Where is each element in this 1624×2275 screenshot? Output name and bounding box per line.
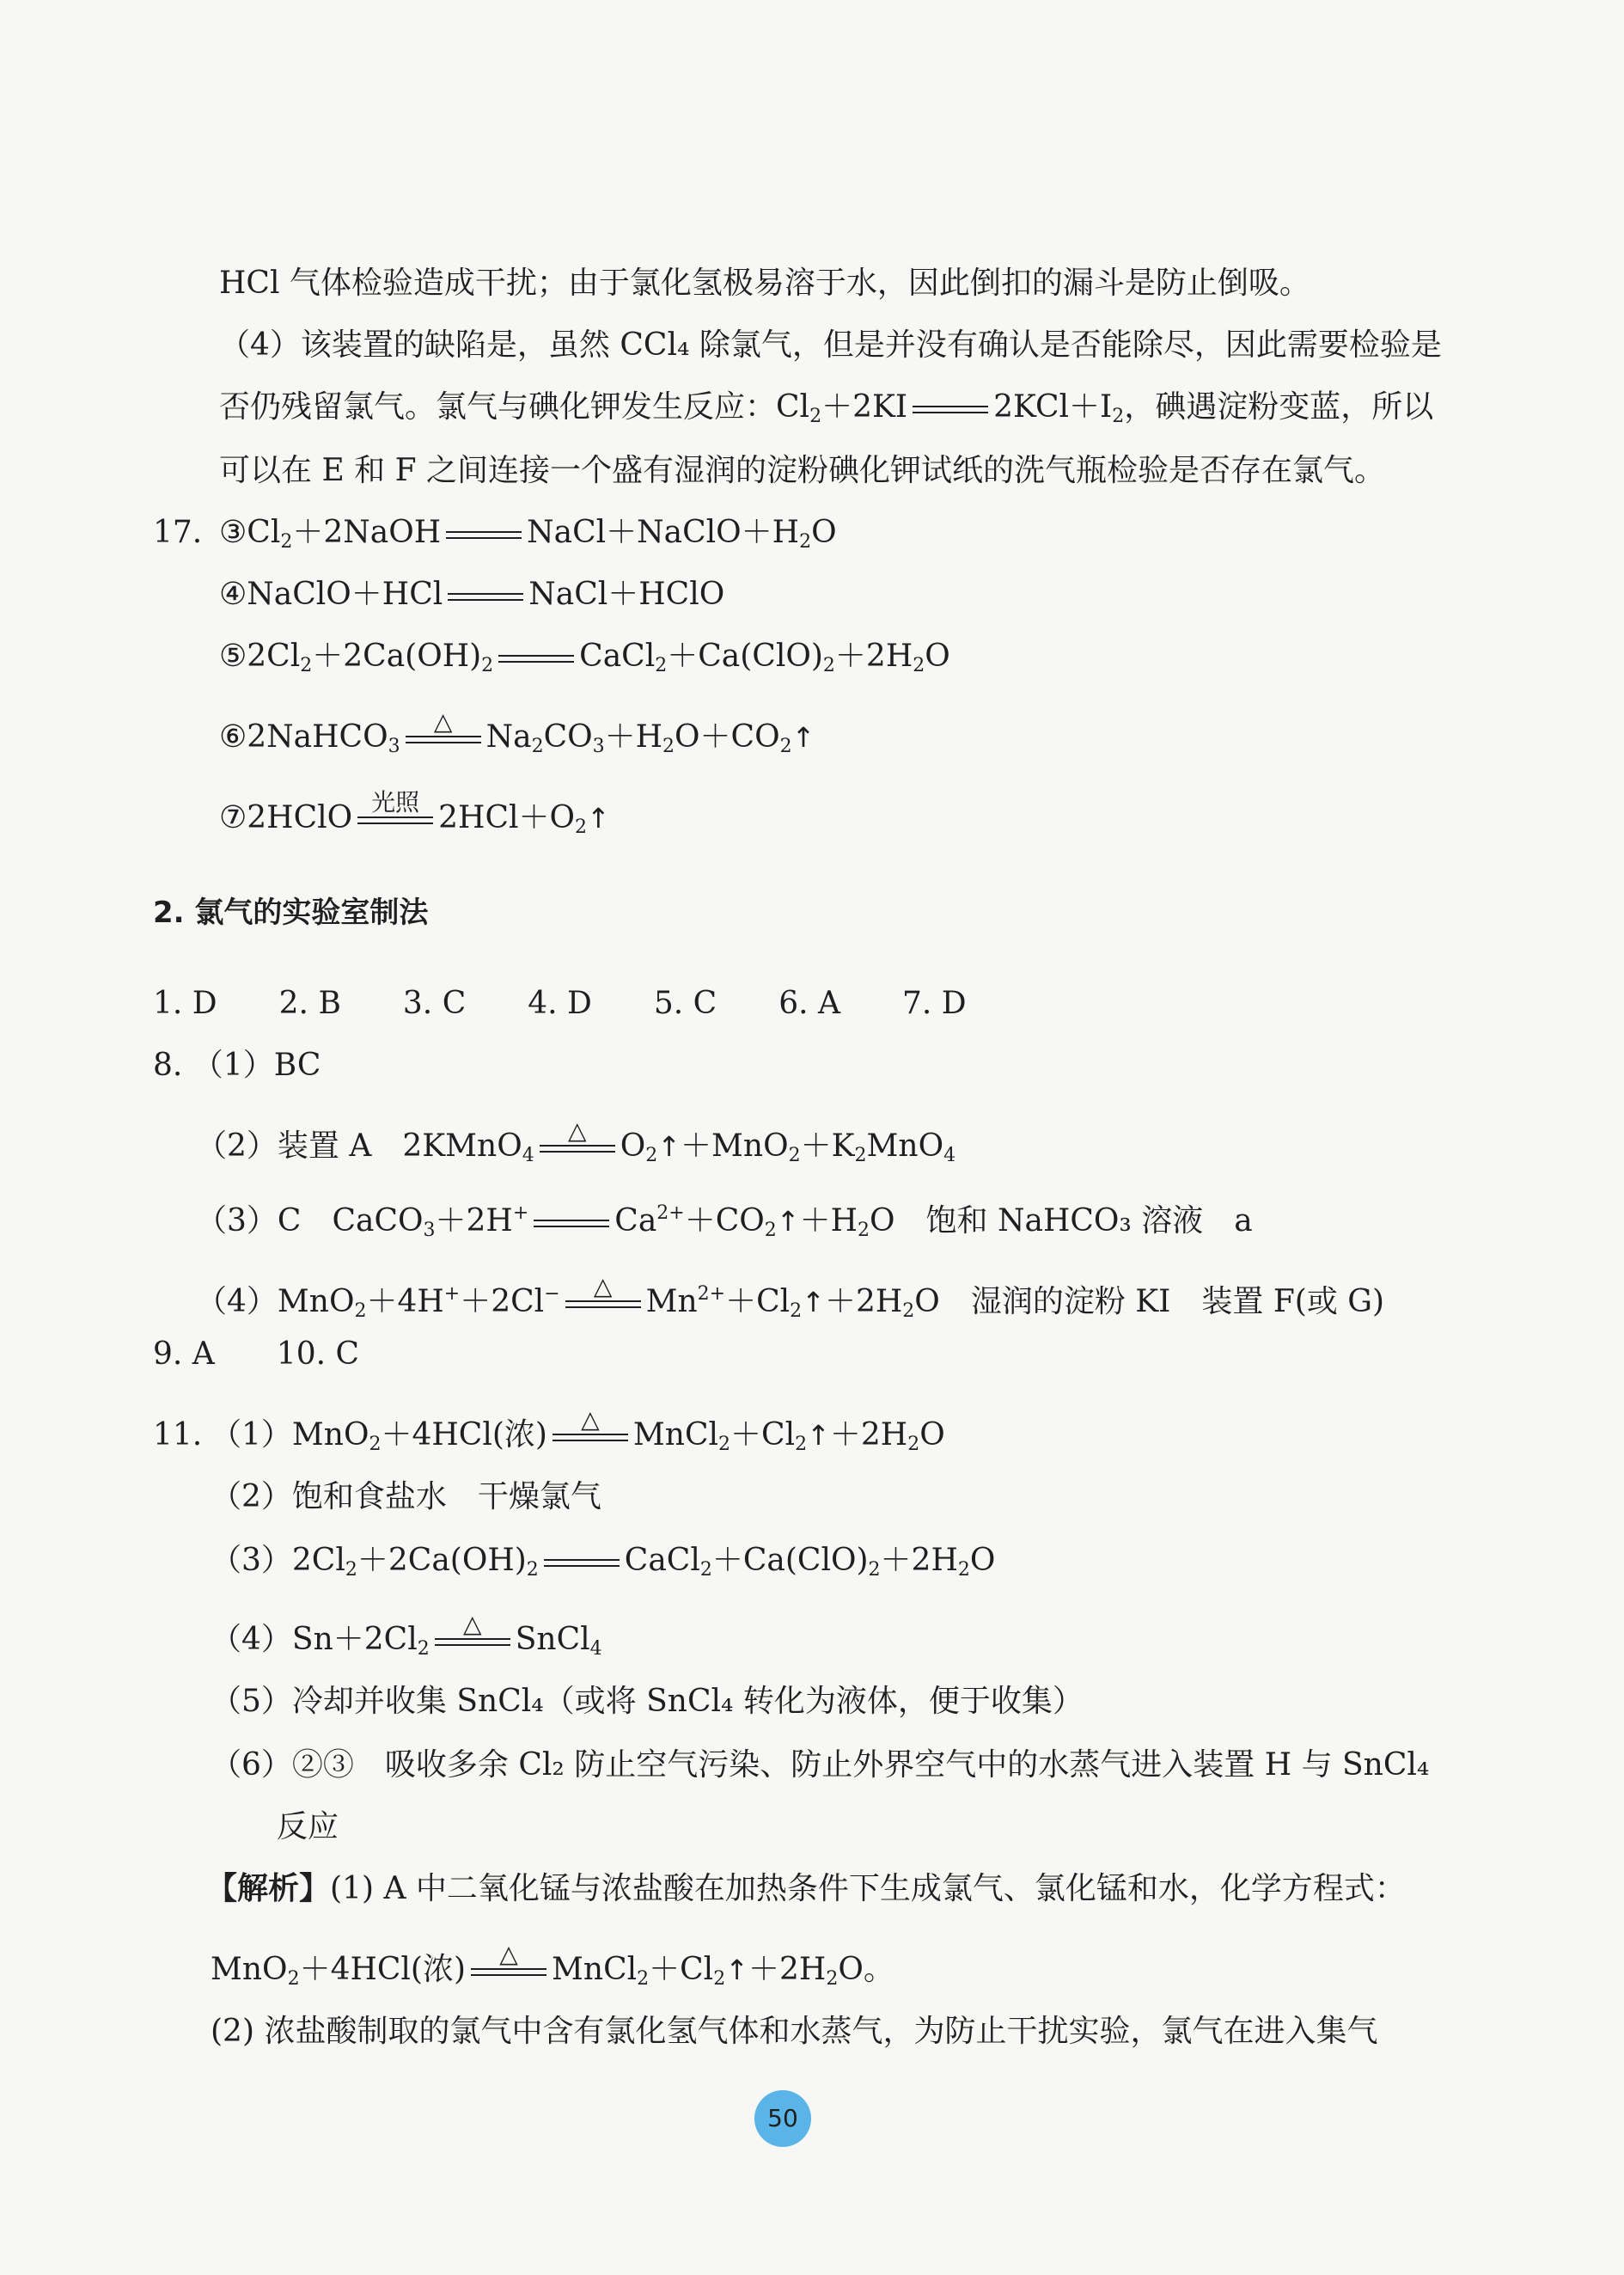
q11-part5: （5）冷却并收集 SnCl₄（或将 SnCl₄ 转化为液体，便于收集）: [211, 1684, 1084, 1719]
q8-part4: （4）MnO$_2$＋4H+＋2Cl− △ $Mn^{2+}+Cl_2↑+2H_2O$ 湿润的淀粉 KI 装置 F(或 G): [196, 1272, 1385, 1322]
q11-part6: （6）②③ 吸收多余 Cl₂ 防止空气污染、防止外界空气中的水蒸气进入装置 H 与 SnCl₄: [211, 1747, 1430, 1783]
q11-part1: （1）MnO$_2$＋4HCl(浓) △ $MnCl_2+Cl_2↑+2H_2O$: [211, 1405, 945, 1455]
q8-part3: （3）C CaCO$_3$＋2H+ $Ca^{2+}+CO_2↑+H_2O$ 饱和 NaHCO₃ 溶液 a: [196, 1202, 1253, 1241]
q11-part2: （2）饱和食盐水 干燥氯气: [211, 1479, 601, 1514]
text-part: (1) A 中二氧化锰与浓盐酸在加热条件下生成氯气、氯化锰和水，化学方程式：: [330, 1871, 1406, 1906]
q8-part2: （2）装置 A 2KMnO$_4$ △ $O_2↑+MnO_2+K_2MnO_4$: [196, 1116, 956, 1166]
analysis-equation: MnO$_2$＋4HCl(浓) △ $MnCl_2+Cl_2↑+2H_2O$。: [211, 1940, 894, 1990]
q17-equation-7: ⑦2HClO 光照 $2HCl+O_2↑$: [219, 788, 610, 838]
text-part: ，碘遇淀粉变蓝，所以: [1124, 389, 1434, 425]
equation: $Cl_2+2KI$ $2KCl+I_2$: [776, 389, 1125, 427]
q17-equation-3: $③Cl_2+2NaOH$ $NaCl+NaClO+H_2O$: [219, 515, 837, 553]
text-part: 饱和 NaHCO₃ 溶液 a: [894, 1203, 1253, 1238]
page-number-badge: 50: [754, 2090, 811, 2147]
q17-number: 17.: [153, 515, 203, 550]
q11-number: 11.: [153, 1417, 203, 1452]
mcq-answers-9-10: 9. A 10. C: [153, 1336, 360, 1372]
line-hcl-interference: HCl 气体检验造成干扰；由于氯化氢极易溶于水，因此倒扣的漏斗是防止倒吸。: [219, 266, 1310, 301]
section-title-chlorine-lab-preparation: 2. 氯气的实验室制法: [153, 896, 429, 930]
text-part: 湿润的淀粉 KI 装置 F(或 G): [939, 1284, 1385, 1319]
analysis-paragraph-1: [206, 1868, 1406, 1910]
q8-part1: 8. （1）BC: [153, 1048, 321, 1083]
line-device-defect: （4）该装置的缺陷是，虽然 CCl₄ 除氯气，但是并没有确认是否能除尽，因此需要检验是: [219, 327, 1442, 363]
line-chlorine-ki-reaction: [219, 387, 1433, 437]
q11-part6-continued: 反应: [277, 1809, 339, 1844]
q17-equation-6: ⑥2NaHCO$_3$ △ $Na_2CO_3+H_2O+CO_2↑$: [219, 707, 815, 757]
analysis-paragraph-2: (2) 浓盐酸制取的氯气中含有氯化氢气体和水蒸气，为防止干扰实验，氯气在进入集气: [211, 2014, 1378, 2049]
q11-part3: $(3)2Cl_2+2Ca(OH)_2$ $CaCl_2+Ca(ClO)_2+2H_2O$: [211, 1543, 996, 1581]
text-part: 否仍残留氯气。氯气与碘化钾发生反应：: [219, 389, 777, 425]
q17-equation-5: $⑤2Cl_2+2Ca(OH)_2$ $CaCl_2+Ca(ClO)_2+2H_2O$: [219, 639, 950, 676]
analysis-label: 【解析】: [206, 1871, 331, 1906]
text-part: （2）装置 A 2KMnO: [196, 1128, 522, 1164]
q11-part4: $(4)Sn+2Cl_2$ △ SnCl$_4$: [211, 1610, 602, 1660]
line-washing-bottle: 可以在 E 和 F 之间连接一个盛有湿润的淀粉碘化钾试纸的洗气瓶检验是否存在氯气。: [219, 453, 1386, 488]
q17-equation-4: ④NaClO＋HCl NaCl＋HClO: [219, 577, 725, 612]
mcq-answers-1-7: 1. D 2. B 3. C 4. D 5. C 6. A 7. D: [153, 986, 967, 1021]
